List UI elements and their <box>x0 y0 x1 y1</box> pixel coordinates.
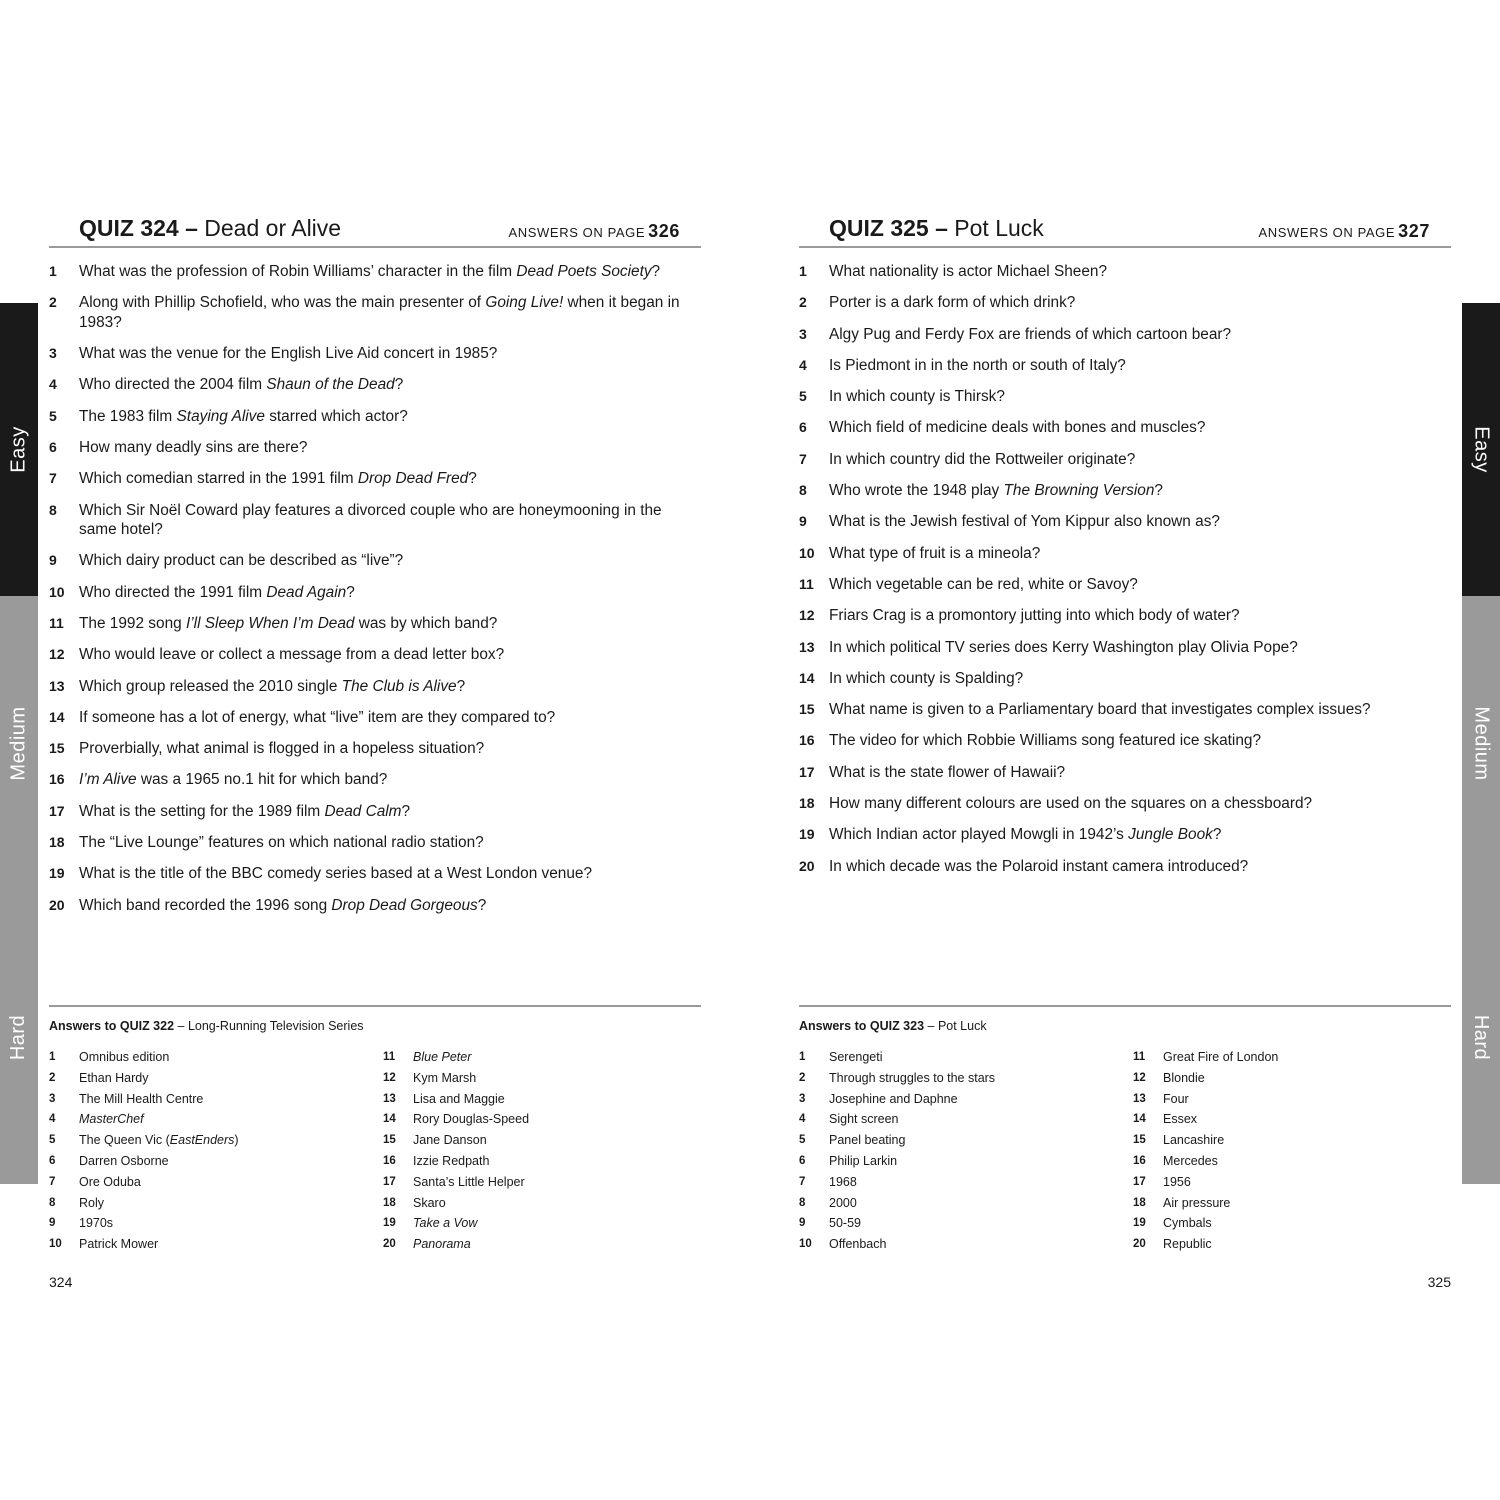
question-number: 12 <box>49 646 65 663</box>
question-number: 6 <box>49 438 57 455</box>
question-item <box>799 763 1439 783</box>
answer-item <box>383 1153 703 1174</box>
answer-number: 3 <box>49 1092 56 1105</box>
question-item <box>799 293 1439 313</box>
quiz-number: QUIZ 324 – <box>79 215 198 241</box>
answer-item <box>1133 1049 1453 1070</box>
answer-number: 1 <box>49 1051 56 1063</box>
question-text: Which vegetable can be red, white or Savoy? <box>829 575 1138 593</box>
answer-text: Skaro <box>413 1195 446 1210</box>
question-number: 8 <box>49 501 57 518</box>
answer-number: 11 <box>1133 1051 1146 1063</box>
answer-text: Panel beating <box>829 1133 906 1148</box>
answer-text: Blondie <box>1163 1070 1205 1085</box>
answer-item <box>49 1236 369 1257</box>
answer-text: Four <box>1163 1091 1189 1106</box>
question-item <box>799 387 1439 407</box>
quiz-subject: Dead or Alive <box>204 215 342 241</box>
question-item <box>799 450 1439 470</box>
answer-text: Great Fire of London <box>1163 1050 1279 1064</box>
answer-text: 1968 <box>829 1174 857 1189</box>
question-text: In which political TV series does Kerry Washington play Olivia Pope? <box>829 638 1298 656</box>
answer-number: 15 <box>383 1134 396 1147</box>
answer-number: 15 <box>1133 1134 1146 1147</box>
question-text: Who directed the 1991 film Dead Again? <box>79 583 355 601</box>
question-text: What name is given to a Parliamentary board that investigates complex issues? <box>829 701 1371 719</box>
difficulty-tab-medium <box>1462 596 1500 890</box>
question-text: Which band recorded the 1996 song Drop Dead Gorgeous? <box>79 896 487 914</box>
answer-number: 16 <box>383 1154 396 1167</box>
answer-item <box>799 1195 1119 1216</box>
question-text: What type of fruit is a mineola? <box>829 544 1041 562</box>
answer-text: Essex <box>1163 1112 1198 1127</box>
answers-heading <box>799 1019 987 1033</box>
answer-item <box>383 1174 703 1195</box>
answer-text: Mercedes <box>1163 1153 1218 1168</box>
question-text: Which field of medicine deals with bones and muscles? <box>829 419 1206 437</box>
answer-number: 6 <box>49 1154 56 1167</box>
question-number: 18 <box>49 834 65 851</box>
answer-item <box>383 1215 703 1236</box>
question-list <box>49 262 689 927</box>
question-number: 8 <box>799 482 807 499</box>
answer-item <box>799 1091 1119 1112</box>
answer-text: Izzie Redpath <box>413 1153 490 1168</box>
question-number: 17 <box>49 802 65 819</box>
question-number: 17 <box>799 763 815 780</box>
answer-item <box>1133 1111 1453 1132</box>
question-number: 9 <box>49 552 57 569</box>
answer-text: Omnibus edition <box>79 1050 170 1064</box>
quiz-number: QUIZ 325 – <box>829 215 948 241</box>
question-number: 14 <box>49 708 65 725</box>
question-item <box>799 825 1439 845</box>
question-number: 20 <box>49 896 65 913</box>
question-number: 1 <box>49 263 57 279</box>
answer-item <box>49 1195 369 1216</box>
answer-number: 10 <box>799 1238 812 1251</box>
answers-column-2 <box>1133 1049 1453 1257</box>
answer-number: 13 <box>383 1092 396 1105</box>
question-text: The 1983 film Staying Alive starred which actor? <box>79 407 408 425</box>
answer-item <box>49 1215 369 1236</box>
question-text: Who wrote the 1948 play The Browning Version? <box>829 482 1163 500</box>
question-number: 3 <box>49 345 57 362</box>
quiz-header <box>49 208 701 248</box>
answer-item <box>49 1174 369 1195</box>
answer-number: 12 <box>1133 1071 1146 1084</box>
question-number: 12 <box>799 607 815 624</box>
answer-number: 19 <box>383 1217 396 1230</box>
answer-text: Kym Marsh <box>413 1070 477 1085</box>
question-text: Which Sir Noël Coward play features a divorced couple who are honeymooning in the same hotel? <box>79 501 662 539</box>
question-number: 19 <box>799 826 815 843</box>
question-number: 2 <box>799 294 807 311</box>
question-item <box>49 344 689 364</box>
answer-text: Republic <box>1163 1237 1212 1252</box>
answers-on-number: 327 <box>1398 221 1430 241</box>
answer-text: Rory Douglas-Speed <box>413 1112 530 1127</box>
difficulty-tab-hard <box>0 890 38 1184</box>
answers-heading-subject: – Long-Running Television Series <box>174 1019 364 1033</box>
answer-number: 2 <box>799 1071 806 1084</box>
answer-item <box>49 1070 369 1091</box>
question-number: 11 <box>49 614 64 631</box>
answers-on-number: 326 <box>648 221 680 241</box>
answer-number: 16 <box>1133 1154 1146 1167</box>
answer-number: 14 <box>1133 1113 1146 1126</box>
question-text: Which dairy product can be described as “live”? <box>79 552 404 570</box>
answer-item <box>383 1236 703 1257</box>
answers-divider <box>799 1005 1451 1007</box>
quiz-header <box>799 208 1451 248</box>
question-number: 5 <box>799 388 807 405</box>
answer-number: 3 <box>799 1092 806 1105</box>
answer-number: 2 <box>49 1071 56 1084</box>
tab-label-easy: Easy <box>1470 426 1493 473</box>
page-number: 325 <box>1427 1274 1451 1290</box>
question-list <box>799 262 1439 888</box>
page-number: 324 <box>49 1274 73 1290</box>
question-item <box>49 708 689 728</box>
question-item <box>799 418 1439 438</box>
question-text: Who would leave or collect a message from a dead letter box? <box>79 646 505 664</box>
answer-item <box>383 1049 703 1070</box>
question-item <box>799 669 1439 689</box>
answer-text: Offenbach <box>829 1237 887 1252</box>
question-item <box>799 356 1439 376</box>
question-item <box>799 575 1439 595</box>
answer-text: Take a Vow <box>413 1216 478 1231</box>
answer-item <box>1133 1091 1453 1112</box>
question-text: The 1992 song I’ll Sleep When I’m Dead was by which band? <box>79 614 498 632</box>
answer-text: MasterChef <box>79 1112 144 1127</box>
answer-number: 18 <box>1133 1196 1146 1209</box>
answer-item <box>1133 1195 1453 1216</box>
question-text: Along with Phillip Schofield, who was the main presenter of Going Live! when it began in 1983? <box>79 294 680 331</box>
answer-text: 50-59 <box>829 1216 861 1231</box>
question-item <box>799 325 1439 345</box>
answer-number: 7 <box>49 1175 56 1188</box>
question-item <box>49 407 689 427</box>
answer-item <box>383 1195 703 1216</box>
question-item <box>799 606 1439 626</box>
tab-label-medium: Medium <box>7 705 30 781</box>
answer-item <box>49 1091 369 1112</box>
question-number: 16 <box>799 732 815 749</box>
answer-number: 1 <box>799 1051 806 1063</box>
answer-text: Serengeti <box>829 1050 883 1064</box>
answer-item <box>49 1111 369 1132</box>
quiz-title <box>829 215 1044 242</box>
answer-text: Sight screen <box>829 1112 899 1127</box>
question-number: 13 <box>49 677 65 694</box>
question-text: In which country did the Rottweiler originate? <box>829 450 1136 468</box>
question-item <box>49 614 689 634</box>
question-number: 9 <box>799 513 807 530</box>
answer-item <box>799 1174 1119 1195</box>
difficulty-tab-easy <box>1462 303 1500 596</box>
answer-item <box>799 1132 1119 1153</box>
answer-item <box>799 1236 1119 1257</box>
right-page <box>750 0 1500 1500</box>
answer-number: 6 <box>799 1154 806 1167</box>
question-text: Is Piedmont in in the north or south of Italy? <box>829 356 1126 374</box>
question-item <box>49 551 689 571</box>
answer-text: The Mill Health Centre <box>79 1091 204 1106</box>
answer-number: 10 <box>49 1238 62 1251</box>
question-text: What nationality is actor Michael Sheen? <box>829 263 1108 280</box>
question-text: What is the state flower of Hawaii? <box>829 763 1066 781</box>
question-number: 4 <box>799 356 807 373</box>
answer-number: 12 <box>383 1071 396 1084</box>
question-text: In which county is Thirsk? <box>829 388 1005 406</box>
question-item <box>799 481 1439 501</box>
question-item <box>799 262 1439 282</box>
question-item <box>49 501 689 540</box>
question-text: In which decade was the Polaroid instant camera introduced? <box>829 857 1249 875</box>
answers-on-label: ANSWERS ON PAGE <box>508 225 646 240</box>
answer-text: Blue Peter <box>413 1050 472 1064</box>
question-item <box>799 512 1439 532</box>
answer-text: Ore Oduba <box>79 1174 141 1189</box>
answer-item <box>49 1153 369 1174</box>
answer-text: Philip Larkin <box>829 1153 898 1168</box>
question-text: How many deadly sins are there? <box>79 438 308 456</box>
question-item <box>49 262 689 282</box>
answer-number: 19 <box>1133 1217 1146 1230</box>
answers-column-1 <box>799 1049 1119 1257</box>
question-text: I’m Alive was a 1965 no.1 hit for which band? <box>79 771 388 789</box>
quiz-subject: Pot Luck <box>954 215 1044 241</box>
answer-number: 5 <box>799 1134 806 1147</box>
answer-number: 4 <box>49 1113 56 1126</box>
question-number: 20 <box>799 857 815 874</box>
question-item <box>49 677 689 697</box>
question-item <box>799 794 1439 814</box>
question-text: Algy Pug and Ferdy Fox are friends of which cartoon bear? <box>829 325 1232 343</box>
answers-on-page <box>1259 221 1430 242</box>
answer-text: Air pressure <box>1163 1195 1231 1210</box>
answer-number: 8 <box>799 1196 806 1209</box>
answer-item <box>799 1215 1119 1236</box>
answer-number: 4 <box>799 1113 806 1126</box>
question-number: 15 <box>799 701 815 718</box>
question-number: 1 <box>799 263 807 279</box>
answers-heading-title: Answers to QUIZ 323 <box>799 1019 925 1033</box>
answer-text: Cymbals <box>1163 1216 1212 1231</box>
question-item <box>49 770 689 790</box>
answer-item <box>1133 1236 1453 1257</box>
tab-label-hard: Hard <box>7 1014 30 1060</box>
answer-item <box>1133 1215 1453 1236</box>
answer-number: 18 <box>383 1196 396 1209</box>
answers-heading-title: Answers to QUIZ 322 <box>49 1019 175 1033</box>
difficulty-tab-easy <box>0 303 38 596</box>
difficulty-tab-medium <box>0 596 38 890</box>
question-item <box>49 739 689 759</box>
answer-item <box>799 1049 1119 1070</box>
question-item <box>49 438 689 458</box>
answers-column-1 <box>49 1049 369 1257</box>
answer-text: Patrick Mower <box>79 1237 159 1252</box>
question-number: 7 <box>799 450 807 467</box>
answer-number: 20 <box>1133 1238 1146 1251</box>
question-text: What was the venue for the English Live Aid concert in 1985? <box>79 345 498 363</box>
question-number: 6 <box>799 419 807 436</box>
answer-text: Ethan Hardy <box>79 1070 149 1085</box>
question-text: How many different colours are used on the squares on a chessboard? <box>829 795 1313 813</box>
answer-text: 2000 <box>829 1195 857 1210</box>
answers-column-2 <box>383 1049 703 1257</box>
answer-number: 9 <box>799 1217 806 1230</box>
answer-text: Santa’s Little Helper <box>413 1174 525 1189</box>
question-text: In which county is Spalding? <box>829 669 1024 687</box>
answer-number: 5 <box>49 1134 56 1147</box>
answer-text: Jane Danson <box>413 1133 487 1148</box>
question-number: 13 <box>799 638 815 655</box>
question-item <box>49 293 689 332</box>
question-number: 2 <box>49 294 57 311</box>
question-text: What was the profession of Robin Williams’ character in the film Dead Poets Society? <box>79 263 661 280</box>
question-number: 5 <box>49 407 57 424</box>
answer-item <box>49 1132 369 1153</box>
question-number: 10 <box>49 583 65 600</box>
question-number: 14 <box>799 669 815 686</box>
question-item <box>49 802 689 822</box>
difficulty-tab-hard <box>1462 890 1500 1184</box>
answer-number: 20 <box>383 1238 396 1251</box>
answer-item <box>383 1070 703 1091</box>
question-text: Which Indian actor played Mowgli in 1942’s Jungle Book? <box>829 826 1222 844</box>
quiz-title <box>79 215 341 242</box>
question-number: 10 <box>799 544 815 561</box>
answers-heading-subject: – Pot Luck <box>924 1019 987 1033</box>
question-item <box>49 375 689 395</box>
answer-number: 13 <box>1133 1092 1146 1105</box>
answer-text: Roly <box>79 1195 105 1210</box>
question-text: The “Live Lounge” features on which national radio station? <box>79 834 484 852</box>
question-item <box>49 645 689 665</box>
answer-text: Lancashire <box>1163 1133 1225 1148</box>
answer-item <box>799 1153 1119 1174</box>
question-number: 15 <box>49 740 65 757</box>
question-number: 16 <box>49 771 65 788</box>
tab-label-hard: Hard <box>1470 1014 1493 1060</box>
answer-item <box>1133 1132 1453 1153</box>
question-text: Which group released the 2010 single The Club is Alive? <box>79 677 466 695</box>
answer-text: The Queen Vic (EastEnders) <box>79 1133 239 1148</box>
question-number: 11 <box>799 575 814 592</box>
question-text: If someone has a lot of energy, what “live” item are they compared to? <box>79 708 556 726</box>
answer-number: 11 <box>383 1051 396 1063</box>
answer-item <box>383 1111 703 1132</box>
answers-on-page <box>509 221 680 242</box>
answer-number: 8 <box>49 1196 56 1209</box>
question-item <box>799 731 1439 751</box>
answer-number: 17 <box>383 1175 396 1188</box>
answer-number: 14 <box>383 1113 396 1126</box>
question-text: Proverbially, what animal is flogged in a hopeless situation? <box>79 740 485 758</box>
question-item <box>799 700 1439 720</box>
answer-item <box>383 1132 703 1153</box>
answers-on-label: ANSWERS ON PAGE <box>1258 225 1396 240</box>
answer-item <box>383 1091 703 1112</box>
question-text: What is the title of the BBC comedy series based at a West London venue? <box>79 865 593 883</box>
question-text: What is the Jewish festival of Yom Kippur also known as? <box>829 513 1220 531</box>
question-text: What is the setting for the 1989 film Dead Calm? <box>79 802 411 820</box>
answer-text: 1970s <box>79 1216 114 1231</box>
answer-text: Josephine and Daphne <box>829 1091 958 1106</box>
question-text: Porter is a dark form of which drink? <box>829 294 1076 312</box>
question-item <box>799 544 1439 564</box>
answer-number: 17 <box>1133 1175 1146 1188</box>
question-item <box>49 469 689 489</box>
tab-label-medium: Medium <box>1470 705 1493 781</box>
question-number: 3 <box>799 325 807 342</box>
answer-item <box>49 1049 369 1070</box>
question-text: Friars Crag is a promontory jutting into which body of water? <box>829 607 1240 625</box>
answer-text: Through struggles to the stars <box>829 1070 996 1085</box>
question-number: 7 <box>49 470 57 487</box>
answer-item <box>799 1111 1119 1132</box>
answer-item <box>1133 1174 1453 1195</box>
answer-text: Panorama <box>413 1237 471 1252</box>
question-item <box>49 896 689 916</box>
answer-number: 9 <box>49 1217 56 1230</box>
question-text: The video for which Robbie Williams song featured ice skating? <box>829 732 1262 750</box>
answer-text: 1956 <box>1163 1174 1191 1189</box>
answers-divider <box>49 1005 701 1007</box>
question-item <box>49 864 689 884</box>
question-text: Which comedian starred in the 1991 film Drop Dead Fred? <box>79 470 477 488</box>
question-text: Who directed the 2004 film Shaun of the Dead? <box>79 376 404 394</box>
question-item <box>799 638 1439 658</box>
answer-text: Darren Osborne <box>79 1153 169 1168</box>
answer-item <box>799 1070 1119 1091</box>
question-number: 4 <box>49 376 57 393</box>
answer-item <box>1133 1070 1453 1091</box>
question-number: 19 <box>49 865 65 882</box>
answer-text: Lisa and Maggie <box>413 1091 505 1106</box>
answer-number: 7 <box>799 1175 806 1188</box>
answers-heading <box>49 1019 364 1033</box>
tab-label-easy: Easy <box>7 426 30 473</box>
question-number: 18 <box>799 795 815 812</box>
question-item <box>49 583 689 603</box>
question-item <box>49 833 689 853</box>
question-item <box>799 857 1439 877</box>
answer-item <box>1133 1153 1453 1174</box>
